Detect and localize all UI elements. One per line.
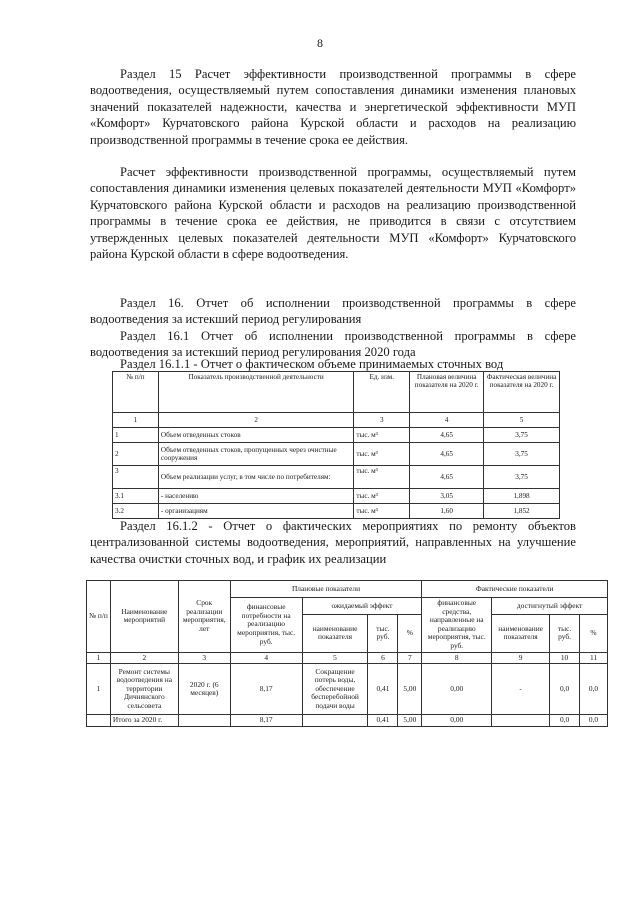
header-achieved-effect: достигнутый эффект xyxy=(492,598,608,615)
total-fact-thous: 0,0 xyxy=(550,715,580,727)
table-1-caption: Раздел 16.1.1 - Отчет о фактическом объеме принимаемых сточных вод xyxy=(120,357,504,371)
row-fact: 3,75 xyxy=(484,466,560,489)
col-number: 3 xyxy=(178,652,230,664)
table-row xyxy=(113,504,560,519)
header-effect-thous: тыс. руб. xyxy=(368,615,398,652)
section-16-1-heading: Раздел 16.1 Отчет об исполнении производственной программы в сфере водоотведения за истекший период регулирования 2020 года xyxy=(90,329,576,360)
total-fact-finance: 0,00 xyxy=(422,715,492,727)
column-numbers-row xyxy=(87,652,608,664)
header-fact: Фактическая величина показателя на 2020 г. xyxy=(484,372,560,413)
col-number: 10 xyxy=(550,652,580,664)
row-name: Объем реализации услуг, в том числе по потребителям: xyxy=(158,466,354,489)
row-term: 2020 г. (6 месяцев) xyxy=(178,664,230,715)
row-unit: тыс. м³ xyxy=(354,489,410,504)
table-row xyxy=(113,466,560,489)
header-plan-group: Плановые показатели xyxy=(230,581,422,598)
total-effect-pct: 5,00 xyxy=(398,715,422,727)
col-number: 4 xyxy=(410,413,484,428)
row-fact: 1,898 xyxy=(484,489,560,504)
total-term-empty xyxy=(178,715,230,727)
total-effect-name-empty xyxy=(302,715,368,727)
header-achieved-pct: % xyxy=(580,615,608,652)
col-number: 8 xyxy=(422,652,492,664)
page-number: 8 xyxy=(317,36,323,50)
header-row-1 xyxy=(87,581,608,598)
row-fact-name: - xyxy=(492,664,550,715)
row-num: 1 xyxy=(87,664,111,715)
col-number: 2 xyxy=(158,413,354,428)
repair-measures-table xyxy=(86,580,608,727)
row-plan: 4,65 xyxy=(410,428,484,443)
total-plan-finance: 8,17 xyxy=(230,715,302,727)
section-15-paragraph: Раздел 15 Расчет эффективности производственной программы в сфере водоотведения, осуществляемый путем сопоставления динамики изменения плановых значений показателей надежности, качества и энергетической эффективности МУП «Комфорт» Курчатовского района Курской области и расходов на реализацию производственной программы в течение срока ее действия. xyxy=(90,67,576,147)
table-row xyxy=(113,443,560,466)
row-num: 1 xyxy=(113,428,159,443)
section-16-heading: Раздел 16. Отчет об исполнении производственной программы в сфере водоотведения за истекший период регулирования xyxy=(90,296,576,327)
section-16-1-2-paragraph: Раздел 16.1.2 - Отчет о фактических мероприятиях по ремонту объектов централизованной системы водоотведения, мероприятий, направленных на улучшение качества очистки сточных вод, и график их реализации xyxy=(90,519,576,566)
row-plan: 4,65 xyxy=(410,466,484,489)
col-number: 1 xyxy=(113,413,159,428)
row-fact-thous: 0,0 xyxy=(550,664,580,715)
row-num: 3.1 xyxy=(113,489,159,504)
col-number: 2 xyxy=(110,652,178,664)
row-name: Объем отведенных стоков, пропущенных через очистные сооружения xyxy=(158,443,354,466)
row-unit: тыс. м³ xyxy=(354,466,410,489)
table-header-row xyxy=(113,372,560,413)
table-row xyxy=(113,489,560,504)
row-plan: 4,65 xyxy=(410,443,484,466)
header-measure-name: Наименование мероприятий xyxy=(110,581,178,653)
row-effect-pct: 5,00 xyxy=(398,664,422,715)
header-effect-indicator: наименование показателя xyxy=(302,615,368,652)
header-achieved-indicator: наименование показателя xyxy=(492,615,550,652)
col-number: 1 xyxy=(87,652,111,664)
header-num: № п/п xyxy=(113,372,159,413)
header-expected-effect: ожидаемый эффект xyxy=(302,598,422,615)
row-unit: тыс. м³ xyxy=(354,428,410,443)
wastewater-volume-table xyxy=(112,371,560,519)
efficiency-calculation-paragraph: Расчет эффективности производственной программы, осуществляемый путем сопоставления динамики изменения целевых показателей деятельности МУП «Комфорт» Курчатовского района Курской области и расходов на реализацию производственной программы в течение срока ее действия, не приводится в связи с отсутствием утвержденных целевых показателей деятельности МУП «Комфорт» Курчатовского района Курской области в сфере водоотведения. xyxy=(90,165,576,262)
header-plan-finance: финансовые потребности на реализацию мероприятия, тыс. руб. xyxy=(230,598,302,653)
row-name: - населению xyxy=(158,489,354,504)
row-num: 3 xyxy=(113,466,159,489)
header-indicator: Показатель производственной деятельности xyxy=(158,372,354,413)
header-plan: Плановая величина показателя на 2020 г. xyxy=(410,372,484,413)
column-numbers-row xyxy=(113,413,560,428)
total-fact-pct: 0,0 xyxy=(580,715,608,727)
row-fact: 3,75 xyxy=(484,443,560,466)
total-row xyxy=(87,715,608,727)
col-number: 9 xyxy=(492,652,550,664)
header-num: № п/п xyxy=(87,581,111,653)
header-effect-pct: % xyxy=(398,615,422,652)
header-achieved-thous: тыс. руб. xyxy=(550,615,580,652)
header-fact-group: Фактические показатели xyxy=(422,581,608,598)
row-fact-pct: 0,0 xyxy=(580,664,608,715)
col-number: 3 xyxy=(354,413,410,428)
col-number: 7 xyxy=(398,652,422,664)
row-fact: 3,75 xyxy=(484,428,560,443)
header-unit: Ед. изм. xyxy=(354,372,410,413)
row-unit: тыс. м³ xyxy=(354,504,410,519)
row-unit: тыс. м³ xyxy=(354,443,410,466)
row-num: 3.2 xyxy=(113,504,159,519)
row-effect-name: Сокращение потерь воды, обеспечение бесперебойной подачи воды xyxy=(302,664,368,715)
col-number: 6 xyxy=(368,652,398,664)
row-effect-thous: 0,41 xyxy=(368,664,398,715)
table-row xyxy=(87,664,608,715)
total-fact-name-empty xyxy=(492,715,550,727)
row-fact-finance: 0,00 xyxy=(422,664,492,715)
header-fact-finance: финансовые средства, направленные на реализацию мероприятия, тыс. руб. xyxy=(422,598,492,653)
col-number: 4 xyxy=(230,652,302,664)
row-num: 2 xyxy=(113,443,159,466)
table-row xyxy=(113,428,560,443)
row-plan-finance: 8,17 xyxy=(230,664,302,715)
col-number: 11 xyxy=(580,652,608,664)
total-label: Итого за 2020 г. xyxy=(110,715,178,727)
row-plan: 3,05 xyxy=(410,489,484,504)
col-number: 5 xyxy=(484,413,560,428)
row-name: Объем отведенных стоков xyxy=(158,428,354,443)
total-num-empty xyxy=(87,715,111,727)
row-plan: 1,60 xyxy=(410,504,484,519)
row-fact: 1,852 xyxy=(484,504,560,519)
col-number: 5 xyxy=(302,652,368,664)
row-name: - организациям xyxy=(158,504,354,519)
header-term: Срок реализации мероприятия, лет xyxy=(178,581,230,653)
row-measure-name: Ремонт системы водоотведения на территории Дичнянского сельсовета xyxy=(110,664,178,715)
total-effect-thous: 0,41 xyxy=(368,715,398,727)
